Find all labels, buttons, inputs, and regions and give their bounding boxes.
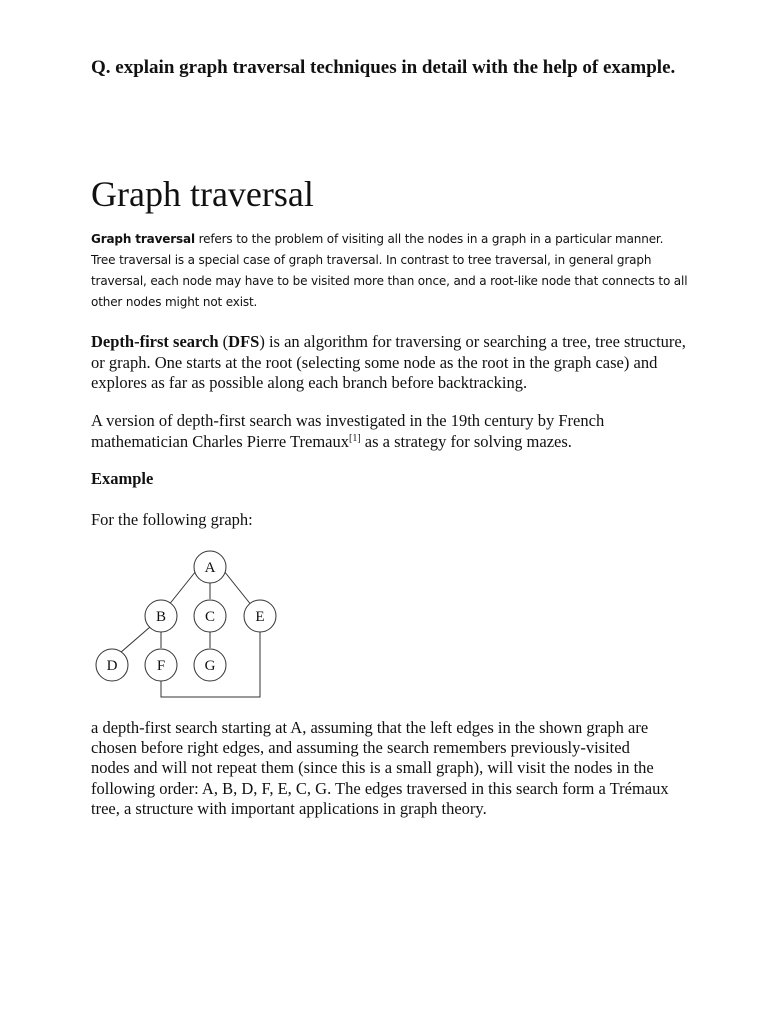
node-f-label: F <box>156 658 166 674</box>
dfs-open-paren: ( <box>218 332 229 351</box>
page-title: Graph traversal <box>91 174 314 214</box>
dfs-abbr: DFS <box>228 332 260 351</box>
intro-text: refers to the problem of visiting all the nodes in a graph in a particular manner. Tree traversal is a special case of graph traversal. In contrast to tree traversal, in general graph traversal, each node may have to be visited more than once, and a root-like node that connects to all other nodes might not exist. <box>91 232 688 309</box>
graph-diagram <box>90 545 290 705</box>
node-a-label: A <box>204 560 216 576</box>
node-e-label: E <box>255 609 265 625</box>
conclusion-paragraph: a depth-first search starting at A, assuming that the left edges in the shown graph are chosen before right edges, and assuming the search remembers previously-visited nodes and will not repeat them (since this is a small graph), will visit the nodes in the following order: A, B, D, F, E, C, G. The edges traversed in this search form a Trémaux tree, a structure with important applications in graph theory. <box>91 718 669 818</box>
intro-term: Graph traversal <box>91 232 195 246</box>
history-text-end: as a strategy for solving mazes. <box>360 431 572 451</box>
intro-paragraph <box>91 229 691 313</box>
node-b-label: B <box>155 609 167 625</box>
dfs-paragraph <box>91 332 691 394</box>
example-heading: Example <box>91 469 154 488</box>
citation-link[interactable]: [1] <box>348 432 361 444</box>
node-c-label: C <box>204 609 216 625</box>
question-heading: Q. explain graph traversal techniques in detail with the help of example. <box>91 57 676 78</box>
edge-b-d <box>120 627 150 653</box>
dfs-term: Depth-first search <box>91 332 219 351</box>
node-g-label: G <box>204 658 216 674</box>
history-paragraph <box>91 411 691 452</box>
history-text: A version of depth-first search was investigated in the 19th century by French mathematician Charles Pierre Tremaux <box>91 411 605 451</box>
dfs-text: ) is an algorithm for traversing or searching a tree, tree structure, or graph. One starts at the root (selecting some node as the root in the graph case) and explores as far as possible along each branch before backtracking. <box>91 332 686 392</box>
node-d-label: D <box>106 658 118 674</box>
following-text: For the following graph: <box>91 510 253 529</box>
